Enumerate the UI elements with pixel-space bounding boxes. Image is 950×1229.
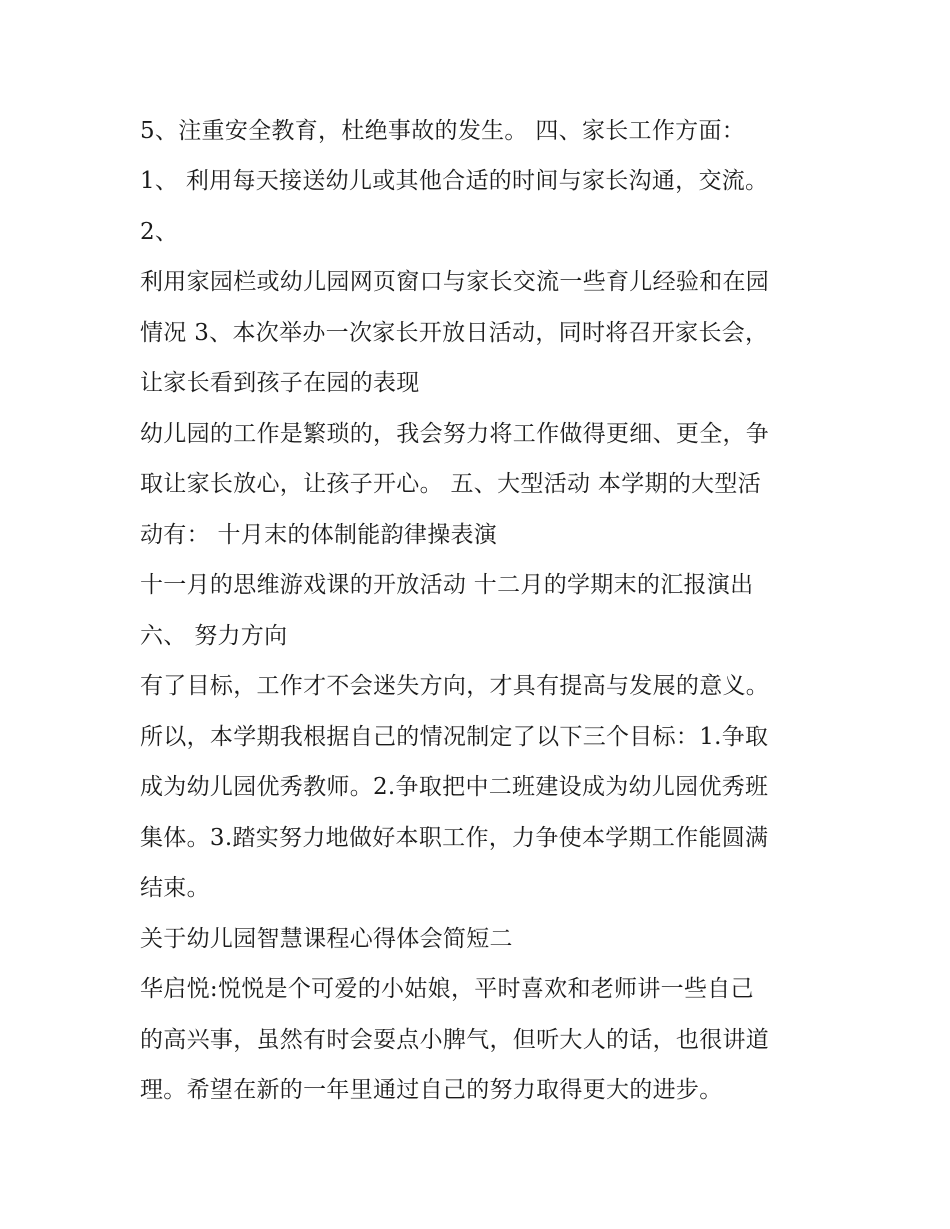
text-line: 结束。	[140, 875, 210, 901]
text-line: 5、注重安全教育，杜绝事故的发生。 四、家长工作方面：	[140, 118, 746, 144]
text-line: 幼儿园的工作是繁琐的，我会努力将工作做得更细、更全，争	[140, 421, 770, 447]
text-line: 1、 利用每天接送幼儿或其他合适的时间与家长沟通，交流。	[140, 168, 769, 194]
text-line: 的高兴事，虽然有时会耍点小脾气，但听大人的话，也很讲道	[140, 1027, 770, 1053]
text-line: 情况 3、本次举办一次家长开放日活动，同时将召开家长会，	[140, 320, 769, 346]
text-line: 利用家园栏或幼儿园网页窗口与家长交流一些育儿经验和在园	[140, 269, 770, 295]
text-line: 动有： 十月末的体制能韵律操表演	[140, 522, 498, 548]
text-line: 取让家长放心，让孩子开心。 五、大型活动 本学期的大型活	[140, 471, 762, 497]
section-title: 关于幼儿园智慧课程心得体会简短二	[140, 926, 513, 952]
section-heading: 六、 努力方向	[140, 623, 288, 649]
text-line: 集体。3.踏实努力地做好本职工作，力争使本学期工作能圆满	[140, 825, 769, 851]
text-line: 成为幼儿园优秀教师。2.争取把中二班建设成为幼儿园优秀班	[140, 774, 769, 800]
text-line: 华启悦:悦悦是个可爱的小姑娘，平时喜欢和老师讲一些自己	[140, 976, 754, 1002]
text-line: 有了目标，工作才不会迷失方向，才具有提高与发展的意义。	[140, 673, 770, 699]
text-line: 让家长看到孩子在园的表现	[140, 370, 420, 396]
text-line: 十一月的思维游戏课的开放活动 十二月的学期末的汇报演出	[140, 572, 754, 598]
text-line: 2、	[140, 219, 179, 245]
text-line: 所以，本学期我根据自己的情况制定了以下三个目标：1.争取	[140, 724, 769, 750]
text-line: 理。希望在新的一年里通过自己的努力取得更大的进步。	[140, 1077, 723, 1103]
